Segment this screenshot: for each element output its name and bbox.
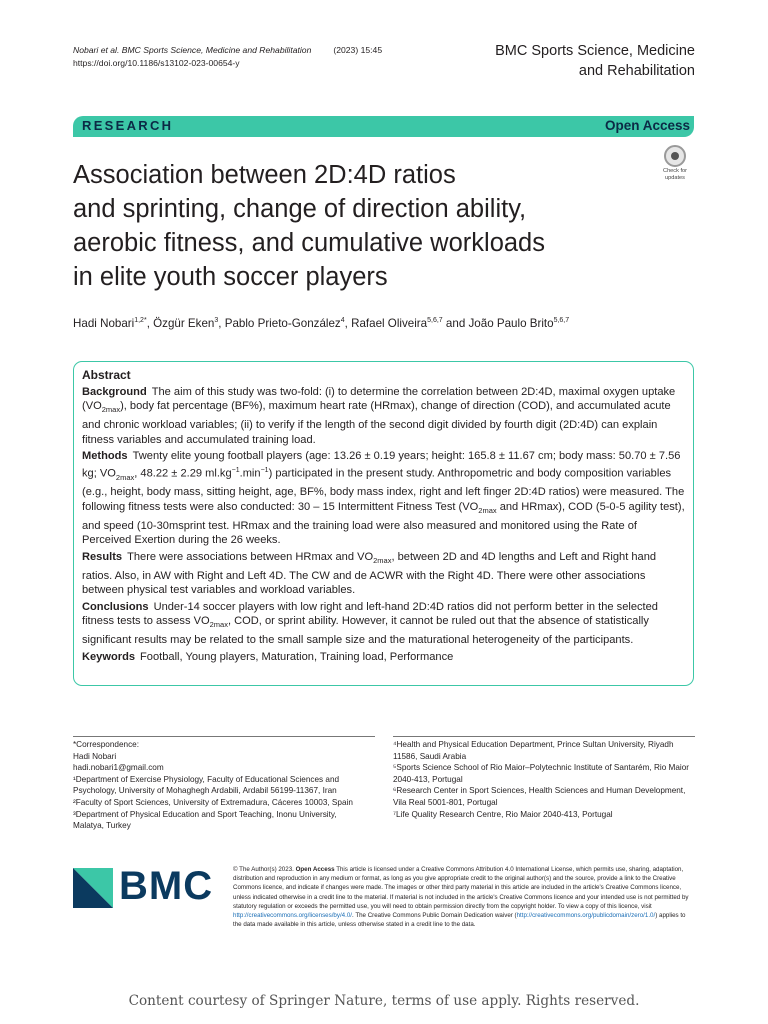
running-header-citation — [73, 44, 382, 70]
open-access-label: Open Access — [604, 118, 690, 133]
copyright-text: © The Author(s) 2023. — [233, 866, 294, 873]
author-name[interactable]: Rafael Oliveira — [351, 317, 428, 330]
author-list: Hadi Nobari$^{1,2*}$, Özgür Eken$^3$, Pablo Prieto-González$^4$, Rafael Oliveira$^{5,6,7}$ and João Paulo Brito$^{5,6,7}$ — [73, 317, 570, 330]
bmc-logo — [73, 864, 218, 908]
bmc-logo-text: BMC — [119, 864, 214, 908]
abstract-text: ), body fat percentage (BF%), maximum heart rate (HRmax), change of direction (COD), and accumulated acute and chronic workload variables; (ii) to verify if the length of the second digit divided by fourth digit (2D:4D) can explain fitness variables and accumulated training load. — [82, 400, 671, 446]
abstract-text: .min — [239, 467, 261, 480]
article-type-band — [73, 116, 694, 137]
footnote-item: ⁶Research Center in Sport Sciences, Health Sciences and Human Development, Vila Real 5001-801, Portugal — [393, 786, 686, 807]
subscript: 2max — [209, 620, 228, 630]
abstract-text: , between 2D and 4D lengths and Left and Right hand ratios. Also, in AW with Right and Left 4D. The CW and de ACWR with the Right 4D. There were other associations between physical test variables and workload variables. — [82, 550, 657, 597]
subscript: 2max — [101, 405, 121, 415]
author-name[interactable]: Pablo Prieto-González — [224, 317, 341, 330]
footnote-divider — [393, 736, 695, 737]
section-label: Keywords — [82, 650, 136, 663]
footnote-divider — [73, 736, 375, 737]
subscript: 2max — [115, 472, 135, 482]
author-name[interactable]: João Paulo Brito — [468, 317, 554, 330]
abstract-text: ) participated in the present study. Anthropometric and body composition variables (e.g., height, body mass, sitting height, age, BF%, body mass index, right and left finger 2D:4D ratios) were measured. The following fitness tests were also conducted: 30 – 15 Intermittent Fitness Test (VO — [82, 467, 685, 513]
title-line: in elite youth soccer players — [73, 263, 388, 291]
footnote-item: ⁷Life Quality Research Centre, Rio Maior 2040-413, Portugal — [393, 809, 613, 819]
title-line: and sprinting, change of direction ability, — [73, 195, 527, 223]
author-affiliation: 5,6,7 — [427, 317, 443, 325]
author-affiliation: 1,2* — [134, 317, 147, 325]
author-affiliation: 5,6,7 — [553, 317, 570, 325]
license-link[interactable]: http://creativecommons.org/licenses/by/4.0/ — [233, 912, 352, 920]
footnote-item: ⁵Sports Science School of Rio Maior–Polytechnic Institute of Santarém, Rio Maior 2040-413, Portugal — [393, 763, 690, 784]
journal-name-line1: BMC Sports Science, Medicine — [495, 43, 695, 59]
license-open-access: Open Access — [295, 866, 335, 873]
page-footer: Content courtesy of Springer Nature, terms of use apply. Rights reserved. — [128, 993, 640, 1009]
subscript: 2max — [373, 556, 392, 566]
footnote-item: ³Department of Physical Education and Sport Teaching, Inonu University, Malatya, Turkey — [73, 809, 337, 831]
title-line: Association between 2D:4D ratios — [73, 161, 456, 189]
abstract-text: The aim of this study was two-fold: (i) to determine the correlation between 2D:4D, maximal oxygen uptake (VO — [82, 385, 676, 413]
abstract-text: Twenty elite young football players (age: 13.26 ± 0.19 years; height: 165.8 ± 11.67 cm; body mass: 50.70 ± 7.56 kg; VO — [82, 450, 681, 480]
abstract-text: , 48.22 ± 2.29 ml.kg — [134, 467, 232, 480]
citation-text: Nobari et al. BMC Sports Science, Medicine and Rehabilitation — [73, 45, 312, 55]
footnote-item: ⁴Health and Physical Education Department, Prince Sultan University, Riyadh 11586, Saudi Arabia — [393, 740, 674, 761]
abstract-text: There were associations between HRmax and VO — [127, 550, 374, 563]
superscript: −1 — [260, 466, 269, 474]
abstract-results — [82, 550, 685, 598]
abstract-text: and HRmax), COD (5-0-5 agility test), and speed (10-30msprint test. HRmax and the training load were also measured and monitored using the Rate of Perceived Exertion during the 26 weeks. — [82, 500, 685, 547]
year-volume: (2023) 15:45 — [333, 45, 383, 55]
section-label: Results — [82, 550, 123, 563]
title-line: aerobic fitness, and cumulative workloads — [73, 229, 545, 257]
author-name[interactable]: Hadi Nobari — [73, 317, 135, 330]
section-label: Methods — [82, 450, 128, 463]
check-for-updates-icon — [664, 145, 686, 167]
author-affiliation: 4 — [340, 317, 345, 325]
abstract-box — [73, 361, 694, 686]
license-text: This article is licensed under a Creative Commons Attribution 4.0 International License, which permits use, sharing, adaptation, distribution and reproduction in any medium or format, as long as you give appropriate credit to the original author(s) and the source, provide a link to the Creative Commons licence, and indicate if changes were made. The images or other third party material in this article are included in the article's Creative Commons licence, unless indicated otherwise in a credit line to the material. If material is not included in the article's Creative Commons licence and your intended use is not permitted by statutory regulation or exceeds the permitted use, you will need to obtain permission directly from the copyright holder. To view a copy of this licence, visit — [233, 866, 689, 910]
abstract-text: Under-14 soccer players with low right and left-hand 2D:4D ratios did not perform better in the selected fitness tests to assess VO — [82, 600, 658, 628]
license-text: . The Creative Commons Public Domain Dedication waiver ( — [352, 912, 517, 920]
superscript: −1 — [231, 466, 240, 474]
keywords-text: Football, Young players, Maturation, Training load, Performance — [140, 650, 454, 663]
author-name[interactable]: Özgür Eken — [153, 317, 215, 330]
author-affiliation: 3 — [214, 317, 219, 325]
article-type-label: RESEARCH — [82, 118, 174, 133]
footnotes-right — [393, 739, 693, 820]
abstract-background — [82, 385, 685, 448]
license-text: ) applies to the data made available in this article, unless otherwise stated in a credit line to the data. — [233, 912, 686, 929]
journal-name — [495, 41, 695, 81]
journal-name-line2: and Rehabilitation — [578, 63, 695, 79]
abstract-keywords — [82, 650, 685, 665]
bmc-logo-icon — [73, 868, 113, 908]
abstract-text: , COD, or sprint ability. However, it cannot be ruled out that the absence of statistically significant results may be related to the small sample size and the maturational heterogeneity of the participants. — [82, 615, 649, 647]
footnote-item: Hadi Nobari — [73, 751, 117, 761]
section-label: Conclusions — [82, 600, 149, 613]
license-statement — [233, 865, 695, 929]
check-for-updates-text: Check for updates — [663, 168, 687, 181]
section-label: Background — [82, 385, 147, 398]
abstract-conclusions — [82, 600, 685, 648]
footnote-email[interactable]: hadi.nobari1@gmail.com — [73, 763, 164, 773]
abstract-heading: Abstract — [82, 368, 131, 382]
footnote-item: ²Faculty of Sport Sciences, University of Extremadura, Cáceres 10003, Spain — [73, 797, 353, 807]
footnote-item: *Correspondence: — [73, 740, 139, 749]
footnotes-left — [73, 739, 363, 832]
doi-link[interactable]: https://doi.org/10.1186/s13102-023-00654-y — [73, 58, 240, 68]
subscript: 2max — [478, 506, 497, 516]
footnote-item: ¹Department of Exercise Physiology, Faculty of Educational Sciences and Psychology, University of Mohaghegh Ardabili, Ardabil 56199-11367, Iran — [73, 774, 340, 796]
article-title — [73, 158, 653, 294]
abstract-methods — [82, 449, 685, 548]
public-domain-link[interactable]: http://creativecommons.org/publicdomain/zero/1.0/ — [516, 912, 656, 920]
check-for-updates-badge[interactable] — [656, 145, 694, 185]
